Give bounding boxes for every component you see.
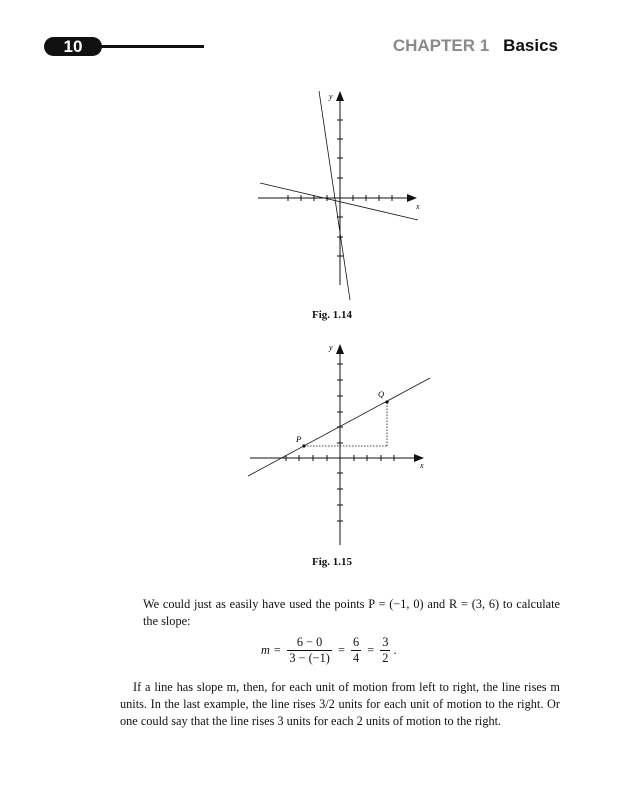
figure-1-14 — [250, 85, 430, 305]
header-rule — [96, 45, 204, 48]
fig14-steep-line — [319, 91, 350, 300]
chapter-title: Basics — [503, 36, 558, 55]
eq-frac-1-den: 3 − (−1) — [289, 651, 330, 665]
eq-equals-2: = — [337, 643, 345, 657]
fig-1-15-caption: Fig. 1.15 — [312, 556, 353, 568]
fig14-x-arrow — [407, 194, 417, 202]
fig14-shallow-line — [260, 183, 418, 220]
eq-frac-1-num: 6 − 0 — [287, 635, 332, 651]
fig14-y-arrow — [336, 91, 344, 101]
paragraph-1: We could just as easily have used the points P = (−1, 0) and R = (3, 6) to calculate the slope: — [143, 597, 560, 628]
fig15-q-label: Q — [378, 389, 385, 399]
fig15-line — [248, 378, 430, 476]
fig15-y-label: y — [329, 343, 333, 352]
eq-frac-1 — [287, 635, 332, 666]
eq-frac-3-num: 3 — [382, 635, 389, 649]
fig15-y-arrow — [336, 344, 344, 354]
eq-frac-2-den: 4 — [352, 651, 360, 665]
fig15-point-p — [302, 444, 305, 447]
fig15-p-label: P — [296, 434, 302, 444]
eq-frac-2 — [351, 635, 361, 666]
fig15-x-label: x — [420, 461, 424, 470]
slope-equation — [258, 635, 400, 671]
figure-1-15 — [242, 340, 442, 550]
chapter-label: CHAPTER 1 — [392, 36, 490, 55]
page-number: 10 — [44, 37, 102, 56]
eq-frac-3-den: 2 — [382, 651, 389, 665]
eq-equals-3: = — [367, 643, 375, 657]
fig-1-14-caption: Fig. 1.14 — [312, 309, 353, 321]
eq-frac-3 — [380, 635, 390, 666]
eq-end: . — [393, 643, 397, 657]
page-header — [0, 0, 620, 70]
paragraph-2: If a line has slope m, then, for each unit of motion from left to right, the line rises m units. In the last example, the line rises 3/2 units for each unit of motion to the right. Or one could say that the line rises 3 units for each 2 units of motion to the right. — [120, 680, 560, 728]
running-head — [393, 36, 558, 56]
fig14-x-label: x — [416, 202, 420, 211]
eq-lhs: m = — [261, 643, 282, 657]
fig15-point-q — [385, 400, 388, 403]
eq-frac-2-num: 6 — [352, 635, 360, 649]
fig14-y-label: y — [329, 92, 333, 101]
